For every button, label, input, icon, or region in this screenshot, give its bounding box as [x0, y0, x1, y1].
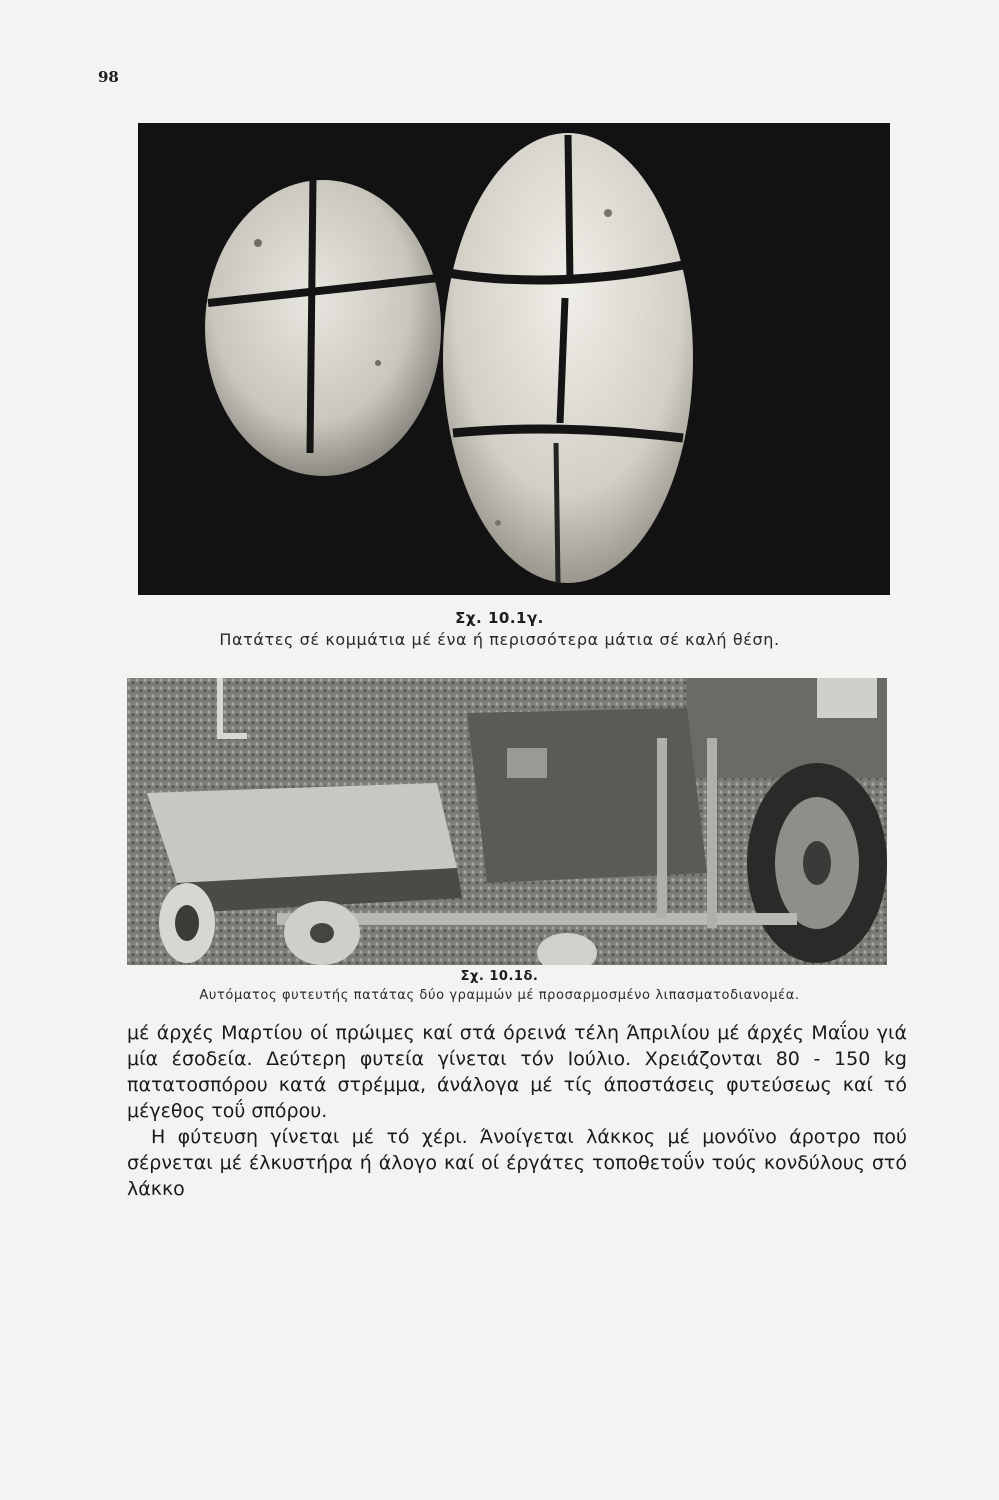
paragraph: Η φύτευση γίνεται μέ τό χέρι. Άνοίγεται λάκκος μέ μονόϊνο άροτρο πού σέρνεται μέ έλκυστήρα ή άλογο καί οί έργάτες τοποθετοΰν τούς κονδύλους στό λάκκο	[127, 1126, 907, 1200]
figure-caption: Πατάτες σέ κομμάτια μέ ένα ή περισσότερα μάτια σέ καλή θέση.	[219, 630, 780, 649]
paragraph: μέ άρχές Μαρτίου οί πρώιμες καί στά όρεινά τέλη Άπριλίου μέ άρχές Μαΐου γιά μία έσοδεία. Δεύτερη φυτεία γίνεται τόν Ιούλιο. Χρειάζονται 80 - 150 kg πατατοσπόρου κατά στρέμμα, άνάλογα μέ τίς άποστάσεις φυτεύσεως καί τό μέγεθος τοΰ σπόρου.	[127, 1022, 907, 1122]
potato-pieces-photo	[138, 123, 890, 595]
figure-label: Σχ. 10.1γ.	[455, 609, 544, 627]
page-number: 98	[98, 68, 119, 86]
potato-planter-photo	[127, 678, 887, 965]
figure-caption: Αυτόματος φυτευτής πατάτας δύο γραμμών μέ προσαρμοσμένο λιπασματοδιανομέα.	[199, 988, 800, 1003]
figure-label: Σχ. 10.1δ.	[460, 969, 539, 984]
body-text	[127, 1020, 907, 1202]
